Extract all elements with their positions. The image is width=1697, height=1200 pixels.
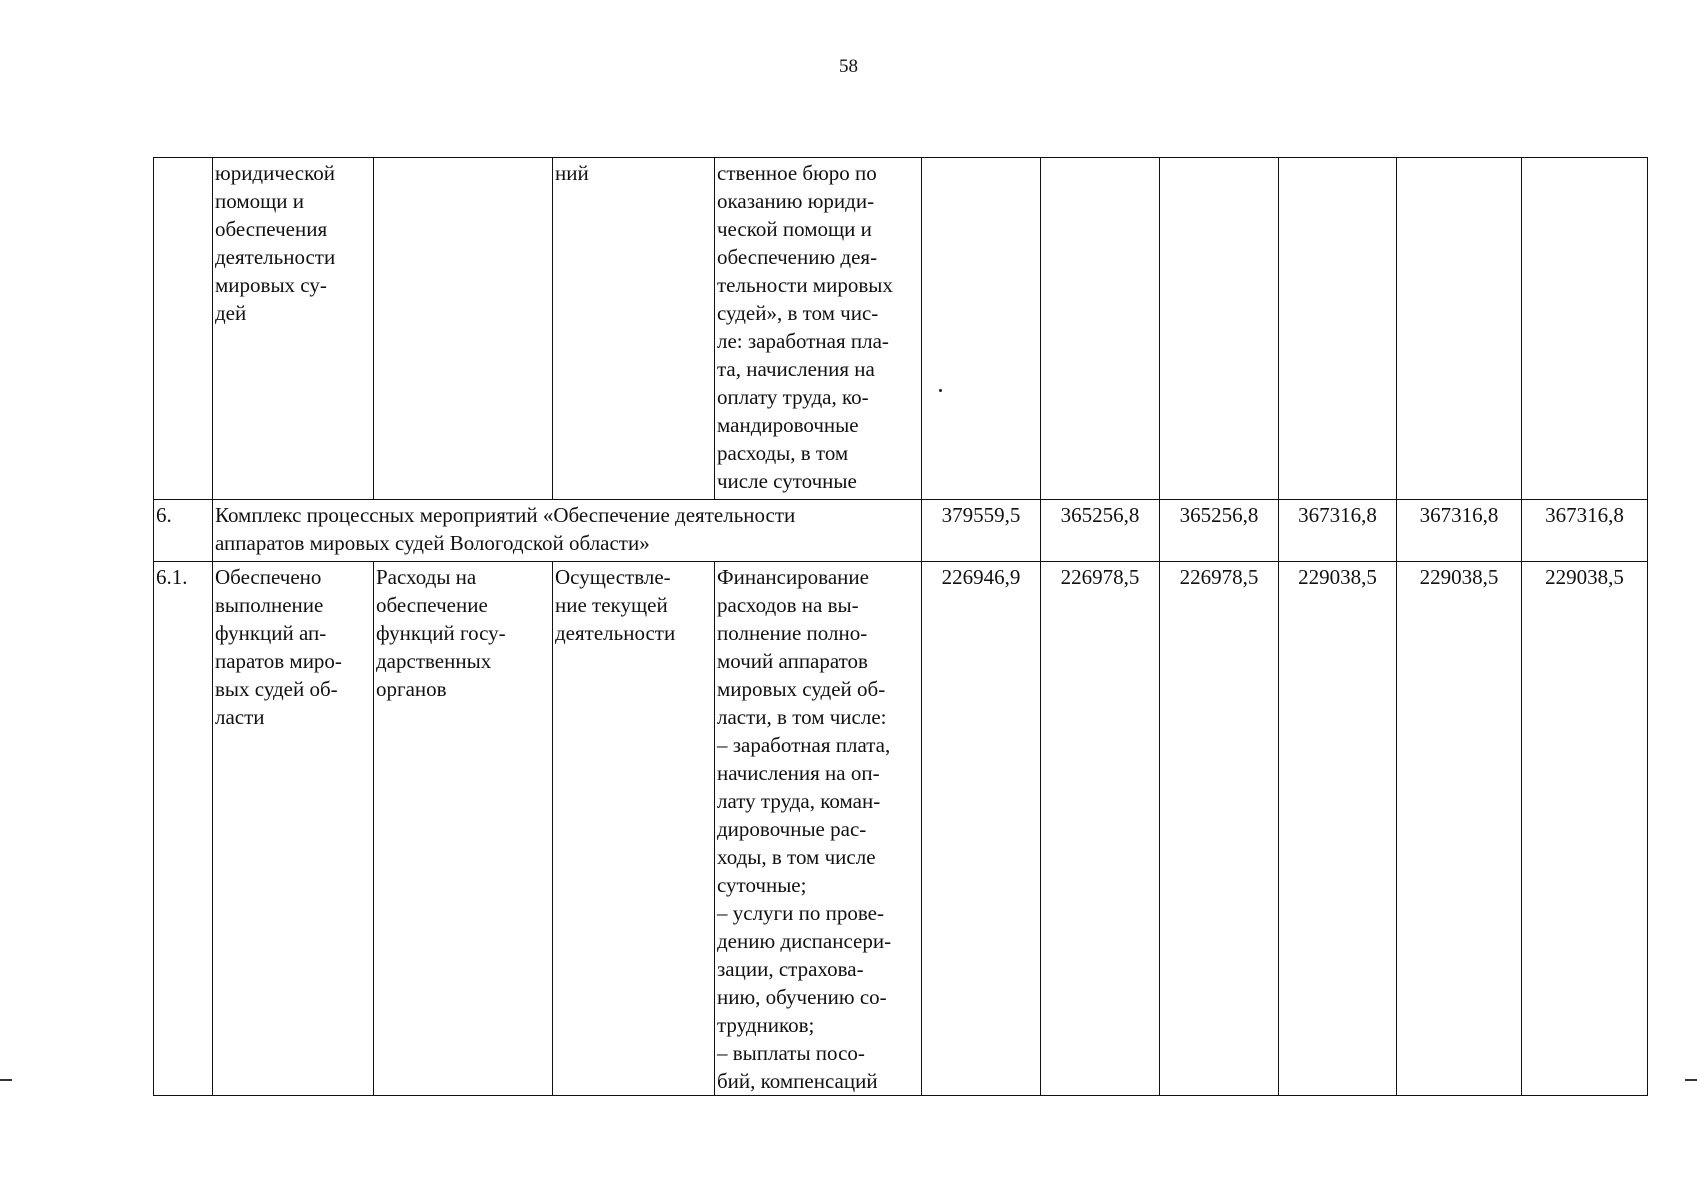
value-cell: 367316,8 (1397, 500, 1522, 562)
table-row (154, 562, 1648, 1096)
left-margin-mark (0, 1079, 12, 1081)
expense-cell (374, 158, 553, 500)
table-row (154, 158, 1648, 500)
description-cell (715, 562, 922, 1096)
row-number-cell (154, 158, 213, 500)
value-cell (1279, 158, 1397, 500)
value-cell (922, 158, 1041, 500)
description-text: ственное бюро по оказанию юриди- ческой помощи и обеспечению дея- тельности мировых судей», в том чис- ле: заработная пла- та, начисления на оплату труда, ко- мандировочные расходы, в том числе суточные (717, 161, 893, 493)
right-margin-mark (1685, 1079, 1697, 1081)
value-cell: 226946,9 (922, 562, 1041, 1096)
result-cell (213, 158, 374, 500)
type-text: Осуществле- ние текущей деятельности (555, 565, 676, 645)
result-text: Обеспечено выполнение функций ап- паратов миро- вых судей об- ласти (215, 565, 342, 729)
type-cell (553, 158, 715, 500)
table-row (154, 500, 1648, 562)
result-text: юридической помощи и обеспечения деятельности мировых су- дей (215, 161, 336, 325)
row-number-cell: 6. (154, 500, 213, 562)
result-cell (213, 562, 374, 1096)
page-number: 58 (839, 56, 858, 77)
value-cell: 365256,8 (1160, 500, 1279, 562)
value-cell (1041, 158, 1160, 500)
scan-speck (939, 389, 942, 392)
type-text: ний (555, 161, 589, 185)
value-cell: 229038,5 (1279, 562, 1397, 1096)
program-title-cell (213, 500, 922, 562)
value-cell (1397, 158, 1522, 500)
value-cell: 365256,8 (1041, 500, 1160, 562)
value-cell: 229038,5 (1522, 562, 1648, 1096)
type-cell (553, 562, 715, 1096)
description-text: Финансирование расходов на вы- полнение полно- мочий аппаратов мировых судей об- ласти, в том числе: – заработная плата, начисления на оп- лату труда, коман- дировочные рас- ходы, в том числе суточные; – услуги по прове- дению диспансери- зации, страхова- нию, обучению со- трудников; – выплаты посо- бий, компенсаций (717, 565, 892, 1093)
expense-cell (374, 562, 553, 1096)
value-cell: 226978,5 (1160, 562, 1279, 1096)
program-title: Комплекс процессных мероприятий «Обеспечение деятельности аппаратов мировых судей Вологодской области» (215, 503, 796, 555)
expense-text: Расходы на обеспечение функций госу- дарственных органов (376, 565, 506, 701)
value-cell (1160, 158, 1279, 500)
value-cell (1522, 158, 1648, 500)
value-cell: 379559,5 (922, 500, 1041, 562)
budget-table (153, 157, 1648, 1096)
value-cell: 226978,5 (1041, 562, 1160, 1096)
value-cell: 229038,5 (1397, 562, 1522, 1096)
description-cell (715, 158, 922, 500)
value-cell: 367316,8 (1522, 500, 1648, 562)
row-number-cell: 6.1. (154, 562, 213, 1096)
value-cell: 367316,8 (1279, 500, 1397, 562)
